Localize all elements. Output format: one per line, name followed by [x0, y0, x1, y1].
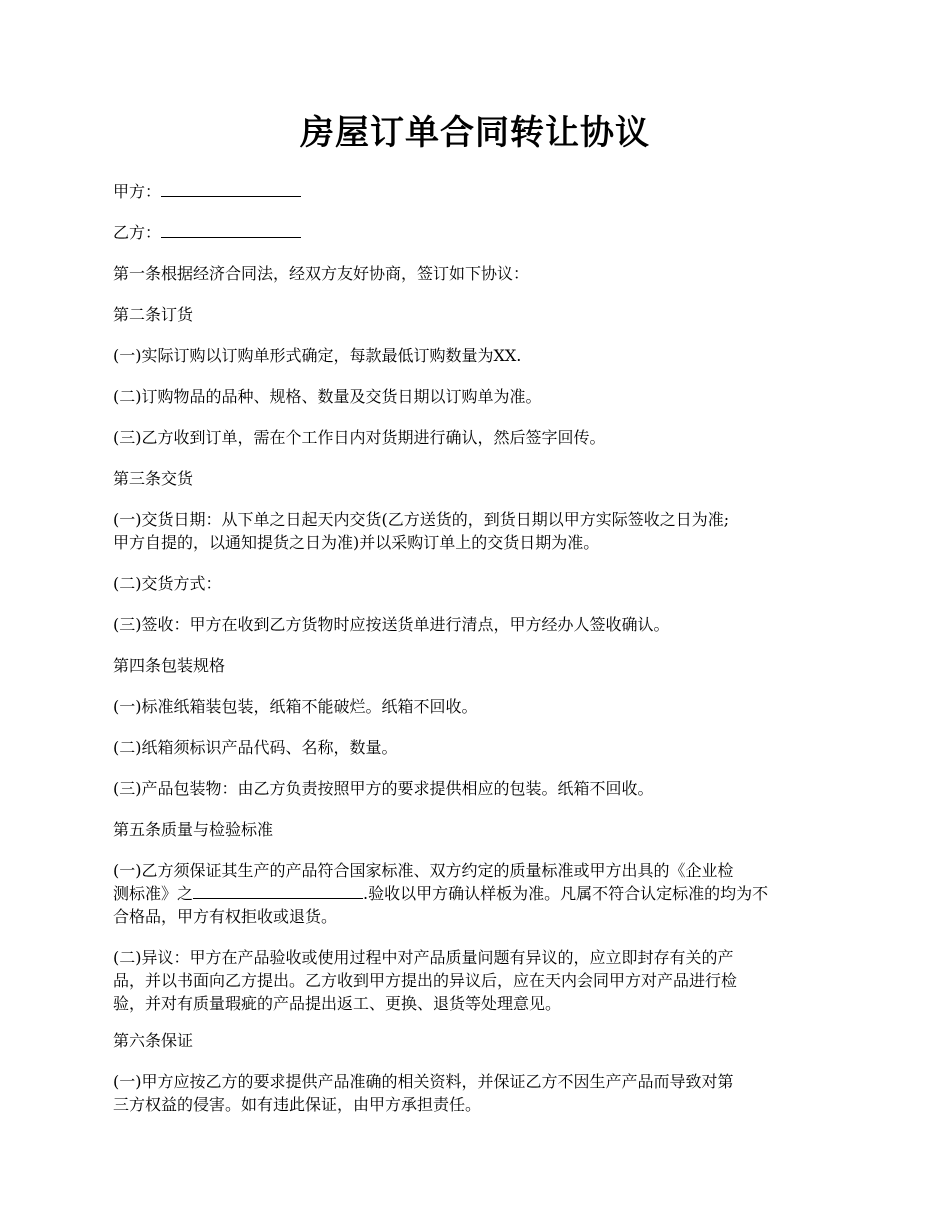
party-a-label: 甲方：: [113, 182, 162, 201]
document-title: 房屋订单合同转让协议: [300, 113, 650, 153]
standard-line-prefix: 测标准》之: [113, 884, 194, 903]
article-4-item-1: (一)标准纸箱装包装，纸箱不能破烂。纸箱不回收。: [113, 697, 478, 716]
article-6-item-1-line-1: (一)甲方应按乙方的要求提供产品准确的相关资料，并保证乙方不因生产产品而导致对第: [113, 1072, 734, 1091]
party-a-line: [113, 181, 840, 203]
article-4-item-2: (二)纸箱须标识产品代码、名称，数量。: [113, 738, 398, 757]
article-6-heading: 第六条保证: [113, 1031, 194, 1050]
article-5-item-1-line-3: 合格品，甲方有权拒收或退货。: [113, 907, 338, 926]
article-3-item-1-line-2: 甲方自提的，以通知提货之日为准)并以采购订单上的交货日期为准。: [113, 533, 600, 552]
article-4-item-3: (三)产品包装物：由乙方负责按照甲方的要求提供相应的包装。纸箱不回收。: [113, 779, 654, 798]
article-3-item-3: (三)签收：甲方在收到乙方货物时应按送货单进行清点，甲方经办人签收确认。: [113, 615, 670, 634]
article-2-item-2: (二)订购物品的品种、规格、数量及交货日期以订购单为准。: [113, 387, 542, 406]
article-2-heading: 第二条订货: [113, 305, 194, 324]
article-3-heading: 第三条交货: [113, 469, 194, 488]
article-5-item-2-line-2: 品，并以书面向乙方提出。乙方收到甲方提出的异议后，应在天内会同甲方对产品进行检: [113, 971, 738, 990]
article-5-item-1-line-2: [113, 883, 840, 905]
article-2-item-3: (三)乙方收到订单，需在个工作日内对货期进行确认，然后签字回传。: [113, 428, 606, 447]
standard-blank: [193, 883, 363, 899]
party-b-line: [113, 222, 840, 244]
article-5-item-2-line-3: 验，并对有质量瑕疵的产品提出返工、更换、退货等处理意见。: [113, 994, 562, 1013]
party-b-blank: [161, 222, 301, 238]
party-a-blank: [161, 181, 301, 197]
article-1: 第一条根据经济合同法，经双方友好协商，签订如下协议：: [113, 264, 530, 283]
article-5-item-2-line-1: (二)异议：甲方在产品验收或使用过程中对产品质量问题有异议的，应立即封存有关的产: [113, 948, 734, 967]
article-3-item-1-line-1: (一)交货日期：从下单之日起天内交货(乙方送货的，到货日期以甲方实际签收之日为准;: [113, 510, 730, 529]
article-5-item-1-line-1: (一)乙方须保证其生产的产品符合国家标准、双方约定的质量标准或甲方出具的《企业检: [113, 861, 734, 880]
article-5-heading: 第五条质量与检验标准: [113, 820, 274, 839]
party-b-label: 乙方：: [113, 223, 162, 242]
standard-line-suffix: .验收以甲方确认样板为准。凡属不符合认定标准的均为不: [363, 884, 769, 903]
article-3-item-2: (二)交货方式：: [113, 574, 222, 593]
article-4-heading: 第四条包装规格: [113, 656, 226, 675]
article-6-item-1-line-2: 三方权益的侵害。如有违此保证，由甲方承担责任。: [113, 1095, 482, 1114]
article-2-item-1: (一)实际订购以订购单形式确定，每款最低订购数量为XX.: [113, 346, 522, 365]
